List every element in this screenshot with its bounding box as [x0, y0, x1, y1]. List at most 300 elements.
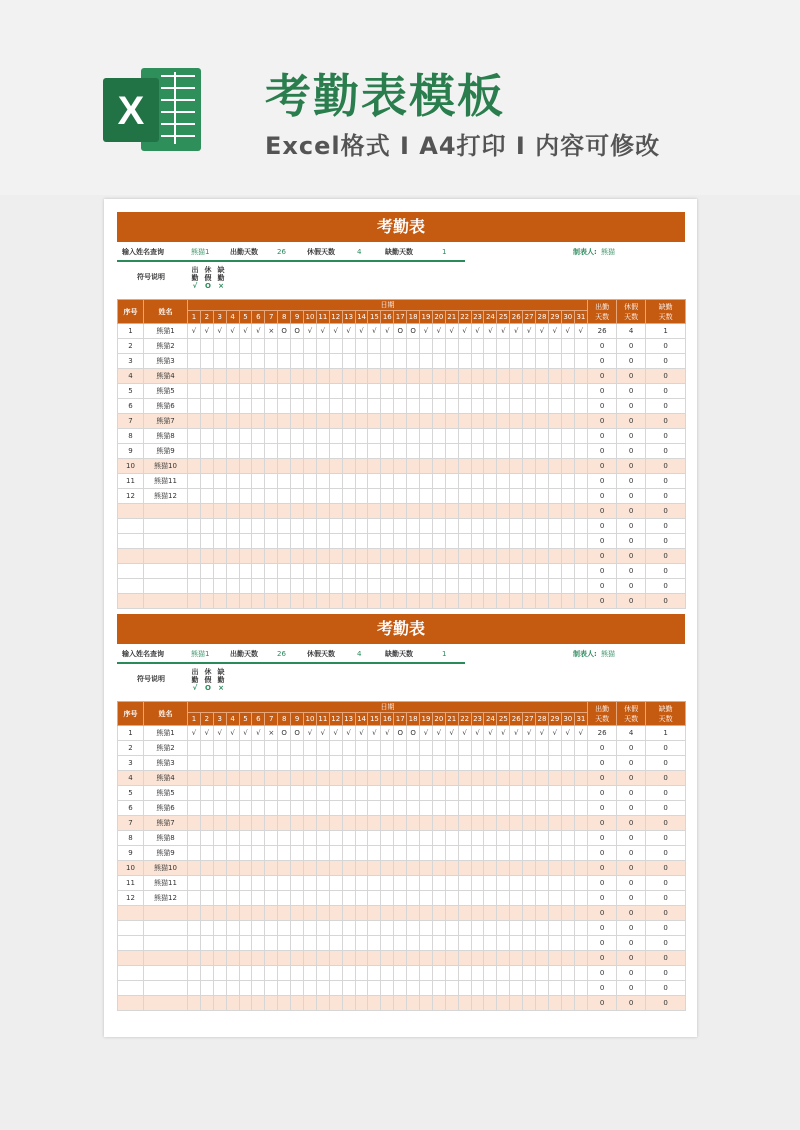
cell-mark[interactable]: [278, 951, 291, 966]
cell-mark[interactable]: [497, 756, 510, 771]
cell-mark[interactable]: √: [523, 726, 536, 741]
cell-mark[interactable]: [471, 444, 484, 459]
query-name-input[interactable]: 熊猫1: [191, 248, 210, 256]
cell-mark[interactable]: [445, 786, 458, 801]
cell-mark[interactable]: [278, 846, 291, 861]
cell-name[interactable]: [144, 981, 188, 996]
cell-mark[interactable]: [316, 891, 329, 906]
cell-mark[interactable]: [329, 786, 342, 801]
cell-mark[interactable]: [497, 444, 510, 459]
cell-mark[interactable]: [510, 816, 523, 831]
cell-mark[interactable]: [368, 594, 381, 609]
cell-mark[interactable]: [407, 504, 420, 519]
cell-mark[interactable]: [484, 474, 497, 489]
cell-mark[interactable]: [355, 354, 368, 369]
cell-mark[interactable]: [432, 549, 445, 564]
cell-mark[interactable]: [200, 951, 213, 966]
cell-mark[interactable]: [316, 444, 329, 459]
cell-mark[interactable]: [484, 861, 497, 876]
cell-mark[interactable]: [304, 816, 317, 831]
cell-mark[interactable]: √: [200, 726, 213, 741]
cell-mark[interactable]: [355, 876, 368, 891]
cell-mark[interactable]: [239, 429, 252, 444]
cell-mark[interactable]: [226, 831, 239, 846]
cell-mark[interactable]: [445, 339, 458, 354]
cell-mark[interactable]: [445, 474, 458, 489]
cell-mark[interactable]: [188, 861, 201, 876]
cell-mark[interactable]: [458, 384, 471, 399]
cell-mark[interactable]: [536, 891, 549, 906]
cell-mark[interactable]: [381, 951, 394, 966]
cell-mark[interactable]: [381, 534, 394, 549]
cell-mark[interactable]: [252, 369, 265, 384]
cell-mark[interactable]: [381, 996, 394, 1011]
cell-mark[interactable]: [213, 966, 226, 981]
cell-mark[interactable]: √: [432, 726, 445, 741]
cell-mark[interactable]: [278, 384, 291, 399]
cell-mark[interactable]: [200, 399, 213, 414]
cell-mark[interactable]: [394, 444, 407, 459]
cell-mark[interactable]: [458, 756, 471, 771]
cell-mark[interactable]: [445, 861, 458, 876]
cell-mark[interactable]: [523, 771, 536, 786]
cell-mark[interactable]: [291, 489, 304, 504]
cell-mark[interactable]: [200, 444, 213, 459]
cell-mark[interactable]: [304, 741, 317, 756]
cell-mark[interactable]: [510, 906, 523, 921]
cell-name[interactable]: [144, 579, 188, 594]
cell-mark[interactable]: [523, 474, 536, 489]
cell-mark[interactable]: [342, 459, 355, 474]
cell-mark[interactable]: [561, 816, 574, 831]
cell-mark[interactable]: [226, 921, 239, 936]
cell-mark[interactable]: [484, 741, 497, 756]
cell-mark[interactable]: [484, 981, 497, 996]
cell-mark[interactable]: [574, 876, 587, 891]
cell-mark[interactable]: [484, 921, 497, 936]
cell-mark[interactable]: [471, 564, 484, 579]
cell-mark[interactable]: [368, 534, 381, 549]
cell-mark[interactable]: [329, 339, 342, 354]
cell-mark[interactable]: [420, 786, 433, 801]
cell-mark[interactable]: [278, 594, 291, 609]
cell-mark[interactable]: [304, 981, 317, 996]
cell-mark[interactable]: [471, 846, 484, 861]
cell-mark[interactable]: [484, 384, 497, 399]
cell-mark[interactable]: [510, 936, 523, 951]
cell-mark[interactable]: [394, 399, 407, 414]
cell-mark[interactable]: √: [420, 726, 433, 741]
cell-mark[interactable]: [355, 786, 368, 801]
cell-mark[interactable]: [484, 876, 497, 891]
cell-mark[interactable]: [226, 549, 239, 564]
cell-mark[interactable]: [394, 504, 407, 519]
cell-mark[interactable]: [432, 861, 445, 876]
cell-name[interactable]: 熊猫4: [144, 369, 188, 384]
cell-mark[interactable]: [536, 876, 549, 891]
cell-mark[interactable]: [188, 876, 201, 891]
cell-mark[interactable]: [265, 816, 278, 831]
cell-mark[interactable]: [291, 936, 304, 951]
cell-mark[interactable]: [574, 906, 587, 921]
cell-mark[interactable]: [355, 564, 368, 579]
cell-mark[interactable]: [381, 921, 394, 936]
cell-mark[interactable]: [407, 444, 420, 459]
cell-mark[interactable]: [458, 741, 471, 756]
cell-mark[interactable]: [548, 921, 561, 936]
cell-mark[interactable]: [420, 876, 433, 891]
cell-mark[interactable]: [342, 429, 355, 444]
cell-mark[interactable]: [226, 399, 239, 414]
cell-mark[interactable]: [394, 951, 407, 966]
cell-mark[interactable]: [536, 936, 549, 951]
cell-mark[interactable]: [523, 891, 536, 906]
cell-mark[interactable]: [561, 951, 574, 966]
cell-mark[interactable]: [420, 906, 433, 921]
cell-mark[interactable]: [574, 816, 587, 831]
cell-mark[interactable]: [304, 891, 317, 906]
cell-mark[interactable]: [291, 771, 304, 786]
cell-mark[interactable]: [523, 921, 536, 936]
cell-mark[interactable]: [188, 384, 201, 399]
cell-mark[interactable]: [458, 519, 471, 534]
cell-mark[interactable]: [188, 981, 201, 996]
cell-mark[interactable]: [471, 459, 484, 474]
cell-mark[interactable]: [471, 966, 484, 981]
cell-mark[interactable]: √: [342, 324, 355, 339]
cell-mark[interactable]: [188, 504, 201, 519]
cell-mark[interactable]: [342, 339, 355, 354]
cell-mark[interactable]: [316, 414, 329, 429]
cell-mark[interactable]: [213, 906, 226, 921]
cell-mark[interactable]: [200, 459, 213, 474]
cell-mark[interactable]: [394, 534, 407, 549]
cell-mark[interactable]: [226, 756, 239, 771]
cell-mark[interactable]: [188, 369, 201, 384]
cell-mark[interactable]: [342, 564, 355, 579]
cell-mark[interactable]: [342, 951, 355, 966]
cell-mark[interactable]: [497, 936, 510, 951]
cell-mark[interactable]: [394, 861, 407, 876]
cell-mark[interactable]: [445, 846, 458, 861]
cell-mark[interactable]: [548, 399, 561, 414]
cell-mark[interactable]: [536, 771, 549, 786]
cell-mark[interactable]: [536, 801, 549, 816]
cell-mark[interactable]: [213, 459, 226, 474]
cell-mark[interactable]: [291, 414, 304, 429]
cell-mark[interactable]: [226, 996, 239, 1011]
cell-mark[interactable]: [432, 936, 445, 951]
cell-mark[interactable]: √: [497, 726, 510, 741]
cell-mark[interactable]: [523, 384, 536, 399]
cell-mark[interactable]: [213, 519, 226, 534]
cell-mark[interactable]: [291, 369, 304, 384]
cell-mark[interactable]: [355, 519, 368, 534]
cell-mark[interactable]: [278, 489, 291, 504]
cell-mark[interactable]: [265, 459, 278, 474]
cell-mark[interactable]: [445, 504, 458, 519]
cell-mark[interactable]: [200, 861, 213, 876]
cell-mark[interactable]: [265, 339, 278, 354]
cell-mark[interactable]: [329, 459, 342, 474]
cell-mark[interactable]: √: [316, 324, 329, 339]
cell-mark[interactable]: [381, 519, 394, 534]
cell-mark[interactable]: [252, 489, 265, 504]
cell-mark[interactable]: [407, 756, 420, 771]
cell-mark[interactable]: [226, 594, 239, 609]
cell-mark[interactable]: [316, 801, 329, 816]
cell-mark[interactable]: [291, 579, 304, 594]
cell-name[interactable]: [144, 549, 188, 564]
cell-mark[interactable]: [304, 966, 317, 981]
cell-mark[interactable]: [368, 876, 381, 891]
cell-mark[interactable]: [239, 399, 252, 414]
cell-mark[interactable]: [510, 951, 523, 966]
cell-mark[interactable]: [239, 741, 252, 756]
cell-mark[interactable]: [432, 981, 445, 996]
cell-mark[interactable]: [239, 564, 252, 579]
cell-mark[interactable]: [329, 861, 342, 876]
cell-mark[interactable]: [278, 771, 291, 786]
cell-mark[interactable]: [381, 414, 394, 429]
cell-mark[interactable]: [574, 459, 587, 474]
cell-mark[interactable]: [213, 384, 226, 399]
cell-mark[interactable]: [329, 846, 342, 861]
cell-mark[interactable]: [420, 504, 433, 519]
cell-mark[interactable]: [213, 399, 226, 414]
cell-mark[interactable]: [432, 399, 445, 414]
cell-mark[interactable]: [536, 339, 549, 354]
cell-mark[interactable]: [304, 756, 317, 771]
cell-mark[interactable]: [188, 414, 201, 429]
cell-mark[interactable]: [226, 429, 239, 444]
cell-mark[interactable]: [265, 981, 278, 996]
cell-mark[interactable]: [510, 996, 523, 1011]
cell-mark[interactable]: [394, 921, 407, 936]
cell-mark[interactable]: [561, 771, 574, 786]
cell-mark[interactable]: [548, 414, 561, 429]
cell-mark[interactable]: [329, 921, 342, 936]
cell-mark[interactable]: [368, 921, 381, 936]
cell-mark[interactable]: [304, 384, 317, 399]
cell-mark[interactable]: [536, 966, 549, 981]
cell-mark[interactable]: [471, 741, 484, 756]
cell-mark[interactable]: [368, 951, 381, 966]
cell-mark[interactable]: [548, 564, 561, 579]
cell-mark[interactable]: [548, 981, 561, 996]
cell-mark[interactable]: [278, 339, 291, 354]
cell-mark[interactable]: [329, 384, 342, 399]
cell-mark[interactable]: [304, 429, 317, 444]
cell-mark[interactable]: √: [445, 726, 458, 741]
cell-mark[interactable]: [239, 534, 252, 549]
cell-mark[interactable]: [239, 594, 252, 609]
cell-mark[interactable]: [458, 399, 471, 414]
cell-mark[interactable]: [342, 846, 355, 861]
cell-mark[interactable]: [342, 594, 355, 609]
cell-mark[interactable]: [510, 756, 523, 771]
cell-mark[interactable]: [291, 756, 304, 771]
cell-mark[interactable]: [432, 354, 445, 369]
cell-mark[interactable]: [213, 564, 226, 579]
cell-mark[interactable]: [536, 579, 549, 594]
cell-mark[interactable]: [420, 459, 433, 474]
cell-mark[interactable]: [329, 906, 342, 921]
cell-name[interactable]: 熊猫7: [144, 414, 188, 429]
cell-mark[interactable]: [239, 459, 252, 474]
cell-mark[interactable]: [329, 771, 342, 786]
cell-mark[interactable]: [407, 921, 420, 936]
cell-mark[interactable]: [574, 534, 587, 549]
cell-mark[interactable]: [458, 504, 471, 519]
cell-mark[interactable]: [316, 786, 329, 801]
cell-mark[interactable]: [265, 549, 278, 564]
cell-mark[interactable]: [394, 519, 407, 534]
cell-mark[interactable]: [497, 339, 510, 354]
cell-mark[interactable]: [381, 594, 394, 609]
cell-mark[interactable]: [471, 369, 484, 384]
cell-mark[interactable]: [278, 996, 291, 1011]
cell-mark[interactable]: [561, 801, 574, 816]
cell-mark[interactable]: [265, 906, 278, 921]
cell-mark[interactable]: [342, 861, 355, 876]
cell-mark[interactable]: [471, 981, 484, 996]
cell-name[interactable]: [144, 564, 188, 579]
cell-mark[interactable]: [316, 519, 329, 534]
cell-mark[interactable]: [304, 786, 317, 801]
cell-mark[interactable]: [420, 399, 433, 414]
cell-mark[interactable]: [304, 444, 317, 459]
cell-mark[interactable]: [407, 771, 420, 786]
cell-mark[interactable]: [342, 996, 355, 1011]
cell-mark[interactable]: [432, 474, 445, 489]
cell-mark[interactable]: [265, 399, 278, 414]
cell-mark[interactable]: [252, 906, 265, 921]
cell-mark[interactable]: [432, 921, 445, 936]
cell-mark[interactable]: [561, 981, 574, 996]
cell-mark[interactable]: [329, 534, 342, 549]
cell-mark[interactable]: √: [316, 726, 329, 741]
cell-mark[interactable]: [213, 489, 226, 504]
cell-mark[interactable]: [432, 519, 445, 534]
cell-mark[interactable]: [574, 399, 587, 414]
cell-mark[interactable]: [484, 996, 497, 1011]
cell-mark[interactable]: [252, 534, 265, 549]
cell-mark[interactable]: [484, 966, 497, 981]
cell-mark[interactable]: [316, 489, 329, 504]
cell-mark[interactable]: [213, 876, 226, 891]
cell-mark[interactable]: [200, 981, 213, 996]
cell-mark[interactable]: √: [252, 726, 265, 741]
cell-mark[interactable]: [265, 534, 278, 549]
cell-mark[interactable]: [239, 891, 252, 906]
cell-mark[interactable]: [561, 579, 574, 594]
cell-mark[interactable]: [523, 459, 536, 474]
cell-mark[interactable]: [213, 936, 226, 951]
cell-mark[interactable]: [458, 594, 471, 609]
cell-mark[interactable]: [523, 564, 536, 579]
cell-mark[interactable]: [291, 906, 304, 921]
cell-mark[interactable]: [471, 861, 484, 876]
cell-mark[interactable]: [316, 579, 329, 594]
cell-mark[interactable]: [445, 756, 458, 771]
cell-mark[interactable]: [226, 906, 239, 921]
cell-mark[interactable]: [265, 951, 278, 966]
cell-mark[interactable]: [252, 756, 265, 771]
cell-mark[interactable]: [407, 981, 420, 996]
cell-mark[interactable]: [420, 771, 433, 786]
cell-mark[interactable]: [458, 981, 471, 996]
cell-mark[interactable]: [471, 786, 484, 801]
cell-mark[interactable]: [200, 816, 213, 831]
cell-mark[interactable]: √: [497, 324, 510, 339]
cell-mark[interactable]: [291, 534, 304, 549]
cell-name[interactable]: [144, 504, 188, 519]
cell-mark[interactable]: [368, 489, 381, 504]
cell-mark[interactable]: [278, 564, 291, 579]
cell-mark[interactable]: √: [252, 324, 265, 339]
cell-mark[interactable]: [304, 831, 317, 846]
cell-mark[interactable]: [536, 414, 549, 429]
cell-mark[interactable]: [213, 846, 226, 861]
cell-mark[interactable]: [497, 996, 510, 1011]
cell-mark[interactable]: [548, 504, 561, 519]
cell-mark[interactable]: [445, 906, 458, 921]
cell-mark[interactable]: [278, 504, 291, 519]
cell-mark[interactable]: [368, 459, 381, 474]
cell-mark[interactable]: [523, 846, 536, 861]
cell-mark[interactable]: [278, 429, 291, 444]
cell-mark[interactable]: [239, 414, 252, 429]
cell-mark[interactable]: [497, 786, 510, 801]
cell-mark[interactable]: [548, 861, 561, 876]
cell-mark[interactable]: [200, 771, 213, 786]
cell-mark[interactable]: [394, 414, 407, 429]
cell-mark[interactable]: [188, 594, 201, 609]
cell-mark[interactable]: [420, 594, 433, 609]
cell-mark[interactable]: [471, 489, 484, 504]
cell-mark[interactable]: [574, 996, 587, 1011]
cell-mark[interactable]: [432, 534, 445, 549]
cell-mark[interactable]: [407, 906, 420, 921]
cell-mark[interactable]: [304, 339, 317, 354]
cell-mark[interactable]: [394, 936, 407, 951]
cell-mark[interactable]: [574, 384, 587, 399]
cell-mark[interactable]: [471, 876, 484, 891]
cell-mark[interactable]: [200, 564, 213, 579]
cell-name[interactable]: 熊猫11: [144, 474, 188, 489]
cell-mark[interactable]: [548, 756, 561, 771]
cell-mark[interactable]: [574, 489, 587, 504]
cell-mark[interactable]: [239, 354, 252, 369]
cell-mark[interactable]: √: [226, 324, 239, 339]
cell-mark[interactable]: [316, 771, 329, 786]
cell-mark[interactable]: [368, 741, 381, 756]
cell-mark[interactable]: [394, 459, 407, 474]
cell-mark[interactable]: [523, 549, 536, 564]
cell-mark[interactable]: [252, 564, 265, 579]
cell-mark[interactable]: [316, 741, 329, 756]
cell-mark[interactable]: [200, 489, 213, 504]
cell-mark[interactable]: [484, 756, 497, 771]
cell-mark[interactable]: [213, 339, 226, 354]
cell-mark[interactable]: √: [484, 324, 497, 339]
cell-mark[interactable]: [278, 519, 291, 534]
cell-mark[interactable]: [471, 594, 484, 609]
cell-mark[interactable]: [432, 771, 445, 786]
cell-mark[interactable]: [304, 846, 317, 861]
cell-mark[interactable]: [497, 489, 510, 504]
